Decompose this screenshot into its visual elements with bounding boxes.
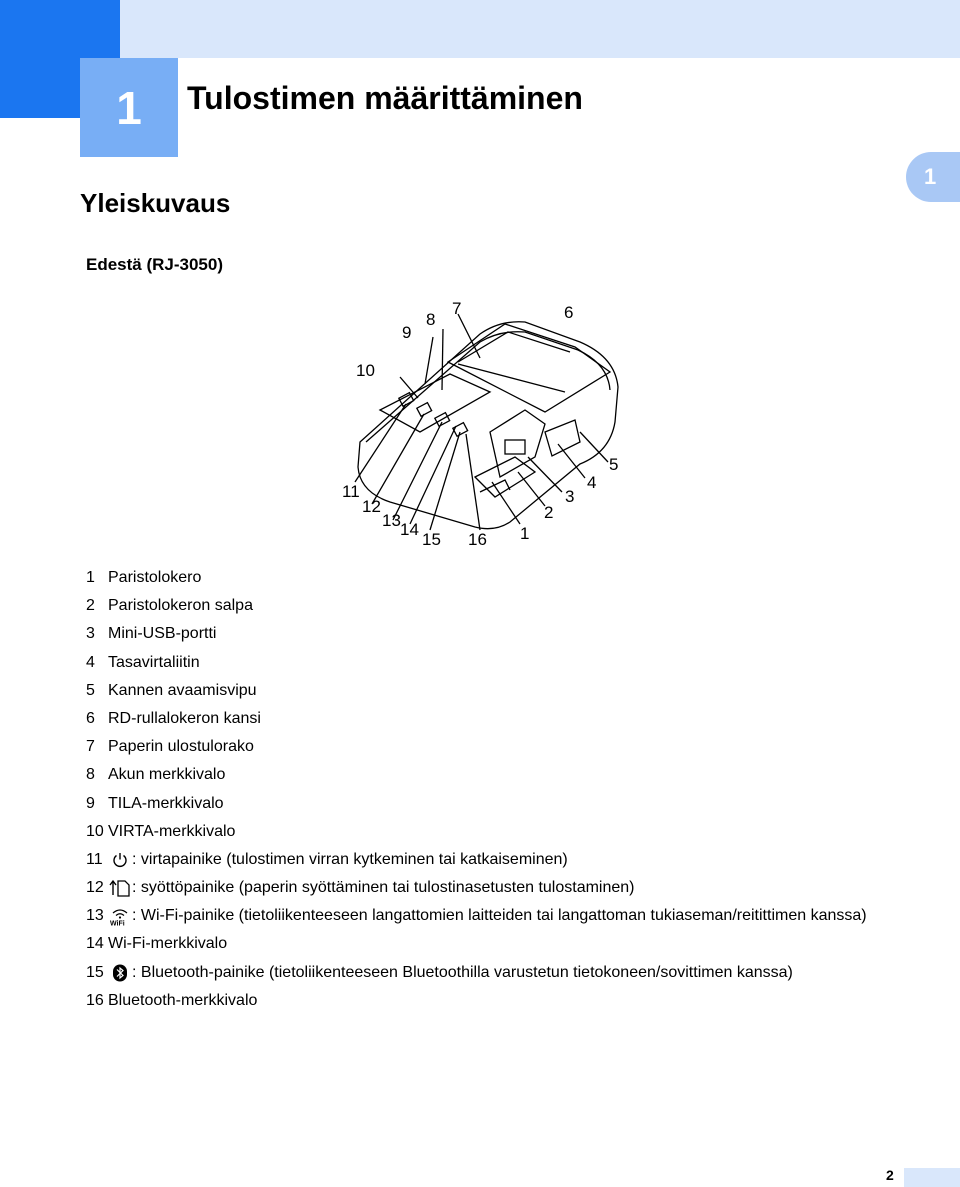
legend-text: Kannen avaamisvipu: [108, 681, 257, 699]
legend-text: Bluetooth-merkkivalo: [108, 991, 258, 1009]
page-number: 2: [886, 1167, 894, 1183]
legend-text: TILA-merkkivalo: [108, 794, 224, 812]
callout-3: 3: [565, 487, 575, 506]
legend-text: Paperin ulostulorako: [108, 738, 254, 756]
header-band: [0, 0, 960, 58]
callout-10: 10: [356, 361, 375, 380]
legend-item: [86, 963, 946, 983]
legend-item: [86, 850, 946, 870]
legend-item: [86, 934, 946, 954]
legend-text: Paristolokero: [108, 569, 202, 586]
feed-icon: [108, 878, 132, 898]
bluetooth-icon: [108, 963, 132, 983]
callout-14: 14: [400, 520, 419, 539]
legend-item: [86, 624, 946, 644]
legend-number: 8: [86, 766, 95, 784]
legend-item: [86, 906, 946, 926]
legend-item: [86, 822, 946, 842]
legend-item: [86, 737, 946, 757]
legend-text: RD-rullalokeron kansi: [108, 709, 261, 727]
section-title: Yleiskuvaus: [80, 188, 231, 218]
callout-13: 13: [382, 511, 401, 530]
wifi-icon: [108, 906, 132, 926]
legend-item: [86, 596, 946, 616]
callout-2: 2: [544, 503, 554, 522]
legend-item: [86, 878, 946, 898]
chapter-title: Tulostimen määrittäminen: [187, 80, 583, 116]
callout-4: 4: [587, 473, 597, 492]
callout-12: 12: [362, 497, 381, 516]
legend-number: 5: [86, 681, 95, 699]
chapter-side-tab: 1: [906, 152, 960, 202]
legend-item: [86, 794, 946, 814]
printer-illustration: [330, 292, 660, 562]
legend-text: Tasavirtaliitin: [108, 653, 200, 671]
legend-number: 1: [86, 569, 95, 586]
legend-item: [86, 709, 946, 729]
legend-item: [86, 765, 946, 785]
legend-number: 10: [86, 822, 104, 840]
legend-number: 6: [86, 709, 95, 727]
legend-number: 4: [86, 653, 95, 671]
legend-text: Akun merkkivalo: [108, 766, 226, 784]
legend-number: 16: [86, 991, 104, 1009]
svg-text:WiFi: WiFi: [110, 920, 125, 927]
footer-bar: [904, 1168, 960, 1187]
legend-number: 11: [86, 850, 103, 868]
legend-text: Wi-Fi-merkkivalo: [108, 935, 228, 953]
legend-number: 3: [86, 625, 95, 643]
parts-legend: [86, 568, 946, 1019]
legend-number: 15: [86, 963, 104, 981]
legend-item: [86, 568, 946, 588]
legend-item: [86, 681, 946, 701]
legend-number: 7: [86, 738, 95, 756]
callout-9: 9: [402, 323, 412, 342]
legend-number: 2: [86, 597, 95, 615]
legend-text: Paristolokeron salpa: [108, 597, 253, 615]
callout-5: 5: [609, 455, 619, 474]
callout-11: 11: [342, 482, 360, 501]
legend-text: Mini-USB-portti: [108, 625, 217, 643]
legend-number: 14: [86, 935, 104, 953]
legend-item: [86, 653, 946, 673]
legend-number: 9: [86, 794, 95, 812]
callout-1: 1: [520, 524, 530, 543]
callout-15: 15: [422, 530, 441, 549]
figure-subheading: Edestä (RJ-3050): [86, 255, 224, 274]
callout-8: 8: [426, 310, 436, 329]
callout-7: 7: [452, 299, 462, 318]
legend-number: 13: [86, 907, 104, 925]
power-icon: [108, 850, 132, 870]
legend-text: : syöttöpainike (paperin syöttäminen tai tulostinasetusten tulostaminen): [132, 879, 635, 897]
legend-text: : Bluetooth-painike (tietoliikenteeseen Bluetoothilla varustetun tietokoneen/sovittimen kanssa): [132, 963, 793, 981]
callout-16: 16: [468, 530, 487, 549]
legend-number: 12: [86, 879, 104, 897]
chapter-number: 1: [80, 58, 178, 157]
legend-text: VIRTA-merkkivalo: [108, 822, 236, 840]
legend-item: [86, 991, 946, 1011]
callout-6: 6: [564, 303, 574, 322]
legend-text: : virtapainike (tulostimen virran kytkeminen tai katkaiseminen): [132, 850, 568, 868]
legend-text: : Wi-Fi-painike (tietoliikenteeseen langattomien laitteiden tai langattoman tukiaseman/reitittimen kanssa): [132, 907, 867, 925]
